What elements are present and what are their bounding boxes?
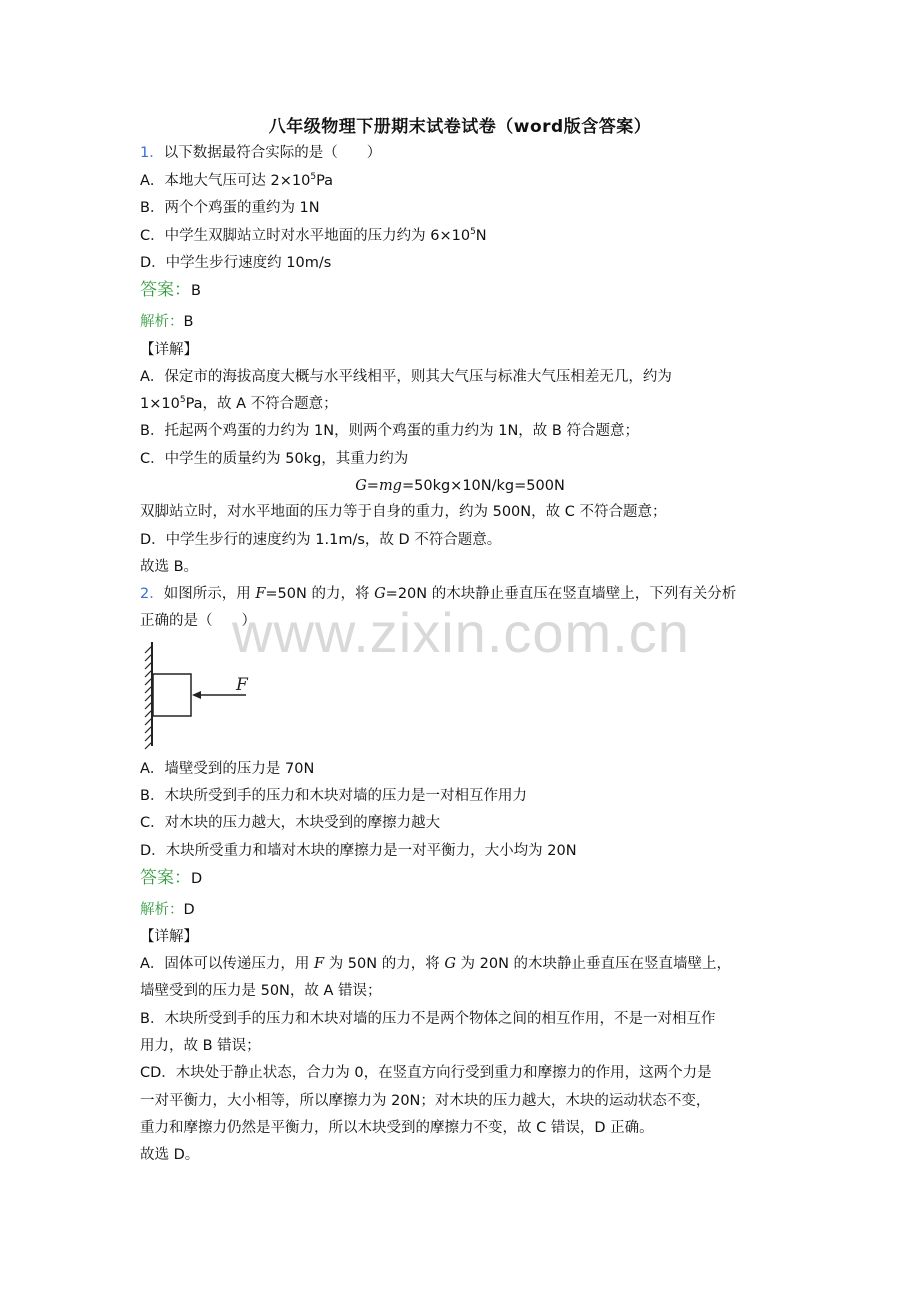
q1-detail-line: $1\times 10^5Pa$，故 A 不符合题意； bbox=[140, 395, 338, 412]
q2-detail-line: B．木块所受到手的压力和木块对墙的压力不是两个物体之间的相互作用，不是一对相互作 bbox=[140, 1011, 716, 1027]
q1-option-c: C．中学生双脚站立时对水平地面的压力约为 $6\times 10^5N$ bbox=[140, 227, 487, 244]
q1-option-b: B．两个个鸡蛋的重约为 1N bbox=[140, 200, 320, 216]
page-title: 八年级物理下册期末试卷试卷（word版含答案） bbox=[268, 117, 652, 137]
q2-stem: 2．如图所示，用 F=50N 的力，将 G=20N 的木块静止垂直压在竖直墙壁上，下列有关分析 bbox=[140, 586, 737, 602]
q2-detail-line: 一对平衡力，大小相等，所以摩擦力为 20N；对木块的压力越大，木块的运动状态不变， bbox=[140, 1093, 711, 1109]
q2-analysis: 解析：D bbox=[140, 902, 195, 918]
q2-option-a: A．墙壁受到的压力是 70N bbox=[140, 761, 315, 777]
q2-detail-line: 墙壁受到的压力是 50N，故 A 错误； bbox=[140, 983, 382, 999]
q2-number: 2． bbox=[140, 586, 164, 602]
wooden-block bbox=[153, 674, 191, 716]
q2-stem-line2: 正确的是（ ） bbox=[140, 613, 256, 629]
q1-answer: 答案：B bbox=[140, 280, 201, 300]
q2-detail-line: 用力，故 B 错误； bbox=[140, 1038, 261, 1054]
q2-detail-line: A．固体可以传递压力，用 F 为 50N 的力，将 G 为 20N 的木块静止垂直压在竖直墙壁上， bbox=[140, 956, 732, 972]
q1-detail-label: 【详解】 bbox=[140, 342, 198, 358]
q2-detail-label: 【详解】 bbox=[140, 929, 198, 945]
q1-detail-line: 双脚站立时，对水平地面的压力等于自身的重力，约为 500N，故 C 不符合题意； bbox=[140, 504, 667, 520]
q2-detail-line: 重力和摩擦力仍然是平衡力，所以木块受到的摩擦力不变，故 C 错误，D 正确。 bbox=[140, 1120, 654, 1136]
wall-hatching bbox=[145, 646, 152, 749]
q1-detail-line: C．中学生的质量约为 50kg，其重力约为 bbox=[140, 451, 409, 467]
q1-stem: 1．以下数据最符合实际的是（ ） bbox=[140, 145, 382, 161]
wall-block-force-diagram bbox=[138, 640, 258, 750]
watermark: www.zixin.com.cn bbox=[232, 601, 690, 664]
q1-detail-line: B．托起两个鸡蛋的力约为 1N，则两个鸡蛋的重力约为 1N，故 B 符合题意； bbox=[140, 423, 639, 439]
q2-option-d: D．木块所受重力和墙对木块的摩擦力是一对平衡力，大小均为 20N bbox=[140, 843, 577, 859]
force-arrow-head bbox=[192, 691, 201, 699]
q1-number: 1． bbox=[140, 145, 164, 161]
q1-detail-line: D．中学生步行的速度约为 1.1m/s，故 D 不符合题意。 bbox=[140, 532, 502, 548]
force-label: F bbox=[236, 675, 248, 695]
q2-answer: 答案：D bbox=[140, 868, 203, 888]
q1-option-d: D．中学生步行速度约 10m/s bbox=[140, 255, 332, 271]
q1-detail-line: A．保定市的海拔高度大概与水平线相平，则其大气压与标准大气压相差无几，约为 bbox=[140, 369, 672, 385]
q2-option-b: B．木块所受到手的压力和木块对墙的压力是一对相互作用力 bbox=[140, 788, 527, 804]
q1-option-a: A．本地大气压可达 $2\times 10^5Pa$ bbox=[140, 172, 334, 189]
q2-detail-line: 故选 D。 bbox=[140, 1147, 200, 1163]
q1-formula: G=mg=50kg×10N/kg=500N bbox=[355, 478, 565, 494]
q1-detail-line: 故选 B。 bbox=[140, 559, 199, 575]
q2-option-c: C．对木块的压力越大，木块受到的摩擦力越大 bbox=[140, 815, 441, 831]
q2-detail-line: CD．木块处于静止状态，合力为 0，在竖直方向行受到重力和摩擦力的作用，这两个力是 bbox=[140, 1065, 712, 1081]
q1-analysis: 解析：B bbox=[140, 314, 194, 330]
